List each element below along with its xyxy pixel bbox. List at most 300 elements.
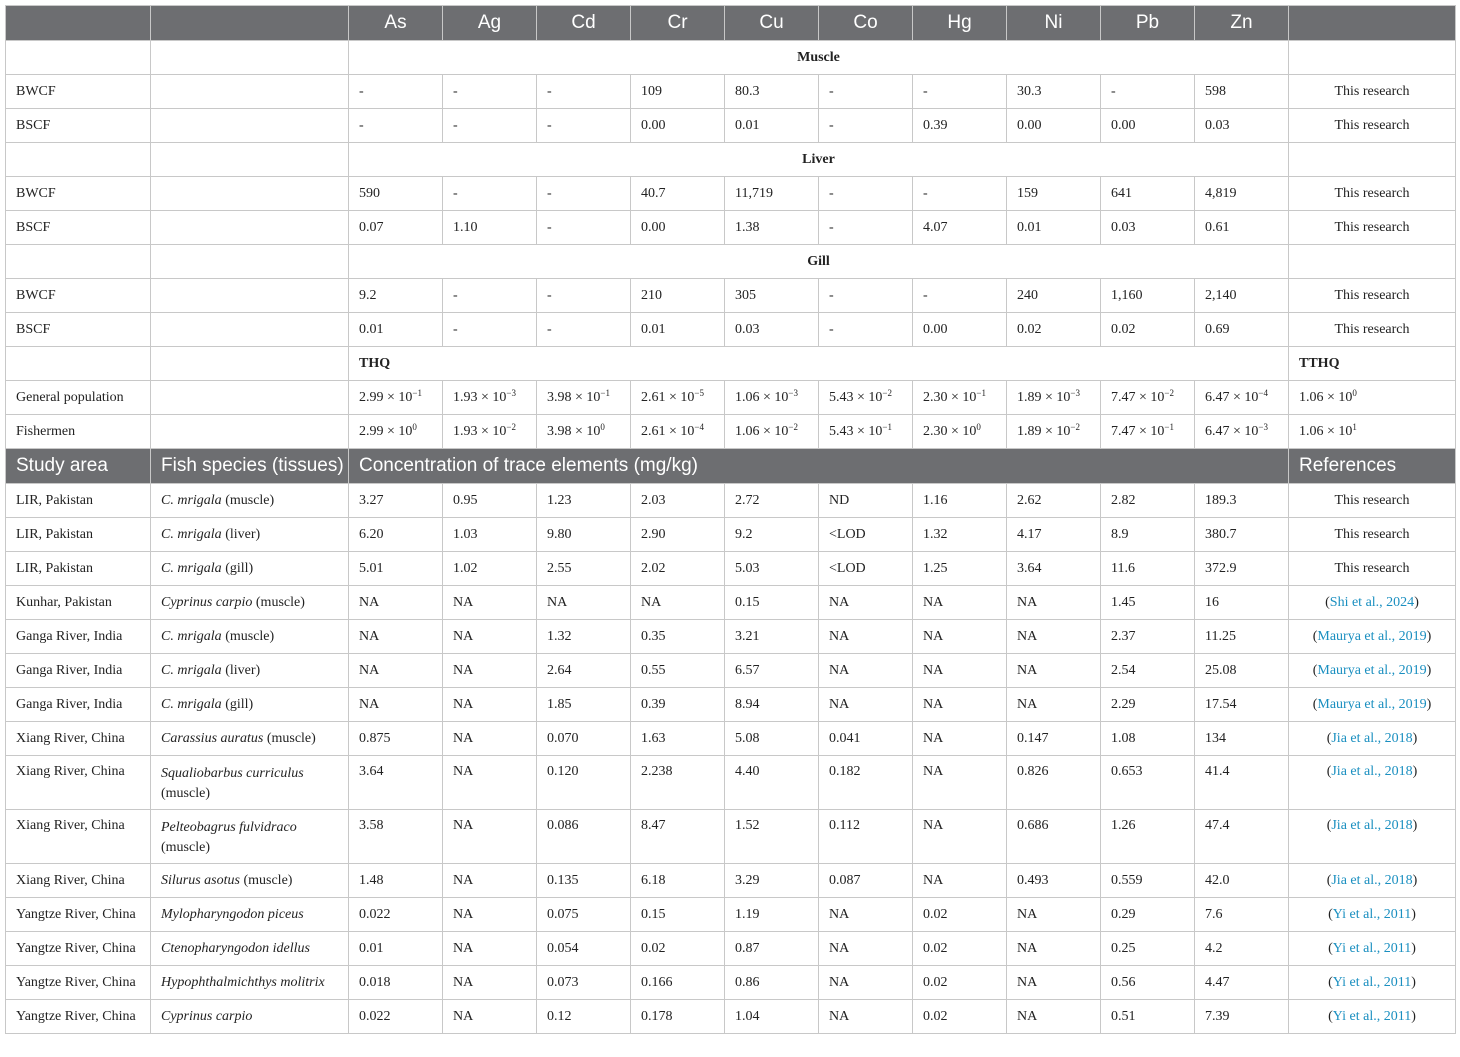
value-cell: - xyxy=(349,75,443,109)
value-cell: 0.070 xyxy=(537,722,631,756)
species-name: Mylopharyngodon piceus xyxy=(161,906,304,922)
value-cell: 7.39 xyxy=(1195,1000,1289,1034)
value-cell: 47.4 xyxy=(1195,810,1289,864)
species-name: C. mrigala xyxy=(161,628,222,644)
value-cell: 0.12 xyxy=(537,1000,631,1034)
species-name: Pelteobagrus fulvidraco xyxy=(161,820,297,835)
ref-paren: ) xyxy=(1412,872,1418,888)
exponent: −1 xyxy=(882,421,892,432)
value-cell: 0.02 xyxy=(913,932,1007,966)
value-cell: 210 xyxy=(631,279,725,313)
sci-value: $7.47 \times 10^{-1}$ xyxy=(1111,421,1174,439)
value-cell: - xyxy=(819,211,913,245)
references-header: References xyxy=(1289,449,1456,484)
value-cell: NA xyxy=(913,756,1007,810)
value-cell: 0.02 xyxy=(1007,313,1101,347)
value-cell: 1.08 xyxy=(1101,722,1195,756)
value-cell: 0.56 xyxy=(1101,966,1195,1000)
value-cell: 0.087 xyxy=(819,864,913,898)
value-cell: 0.01 xyxy=(631,313,725,347)
comparison-row xyxy=(6,688,1456,722)
value-cell: 9.80 xyxy=(537,518,631,552)
exponent: −2 xyxy=(788,421,798,432)
value-cell: 0.29 xyxy=(1101,898,1195,932)
study-area-cell: Xiang River, China xyxy=(6,722,151,756)
sci-value: $7.47 \times 10^{-2}$ xyxy=(1111,387,1174,405)
study-area-cell: Xiang River, China xyxy=(6,756,151,810)
value-cell: - xyxy=(537,109,631,143)
population-label: General population xyxy=(6,381,151,415)
sci-value: $5.43 \times 10^{-1}$ xyxy=(829,421,892,439)
value-cell: 0.166 xyxy=(631,966,725,1000)
value-cell: 17.54 xyxy=(1195,688,1289,722)
tissue-label: (gill) xyxy=(221,696,254,712)
sci-value: $1.06 \times 10^0$ xyxy=(1299,387,1357,405)
value-cell: 0.02 xyxy=(1101,313,1195,347)
value-cell: 641 xyxy=(1101,177,1195,211)
ref-paren: ( xyxy=(1328,1008,1333,1024)
value-cell: NA xyxy=(349,654,443,688)
sci-value: $3.98 \times 10^0$ xyxy=(547,421,605,439)
value-cell: 1.38 xyxy=(725,211,819,245)
thq-row xyxy=(6,381,1456,415)
value-cell: 5.01 xyxy=(349,552,443,586)
species-cell xyxy=(151,864,349,898)
section-title: Muscle xyxy=(349,41,1289,75)
sci-value: $1.89 \times 10^{-2}$ xyxy=(1017,421,1080,439)
value-cell: 8.94 xyxy=(725,688,819,722)
value-cell: 0.022 xyxy=(349,1000,443,1034)
value-cell: NA xyxy=(819,1000,913,1034)
value-cell: 0.875 xyxy=(349,722,443,756)
value-cell: NA xyxy=(443,898,537,932)
value-cell: - xyxy=(537,313,631,347)
sci-value: $2.61 \times 10^{-4}$ xyxy=(641,421,704,439)
comparison-row xyxy=(6,1000,1456,1034)
value-cell: 1.45 xyxy=(1101,586,1195,620)
species-cell xyxy=(151,1000,349,1034)
exponent: −3 xyxy=(1258,421,1268,432)
element-header: Cd xyxy=(537,6,631,41)
thq-value xyxy=(1195,415,1289,449)
reference-cell xyxy=(1289,688,1456,722)
element-header: Ni xyxy=(1007,6,1101,41)
element-header: Cu xyxy=(725,6,819,41)
citation-link[interactable]: Yi et al., 2011 xyxy=(1332,974,1412,990)
value-cell: NA xyxy=(443,864,537,898)
value-cell: <LOD xyxy=(819,518,913,552)
thq-value xyxy=(443,415,537,449)
tissue-label: (muscle) xyxy=(161,786,210,801)
value-cell: 0.01 xyxy=(725,109,819,143)
study-area-cell: LIR, Pakistan xyxy=(6,484,151,518)
citation-link[interactable]: Maurya et al., 2019 xyxy=(1317,696,1427,712)
study-area-cell: Xiang River, China xyxy=(6,864,151,898)
comparison-row xyxy=(6,898,1456,932)
value-cell: 0.073 xyxy=(537,966,631,1000)
value-cell: - xyxy=(819,75,913,109)
blank-cell xyxy=(151,75,349,109)
value-cell: 1.02 xyxy=(443,552,537,586)
exponent: −4 xyxy=(694,421,704,432)
exponent: −1 xyxy=(600,387,610,398)
value-cell: NA xyxy=(913,654,1007,688)
fish-species-header: Fish species (tissues) xyxy=(151,449,349,484)
value-cell: NA xyxy=(913,586,1007,620)
comparison-row xyxy=(6,810,1456,864)
thq-value xyxy=(913,415,1007,449)
tissue-label: (liver) xyxy=(221,662,261,678)
value-cell: NA xyxy=(443,688,537,722)
value-cell: 11.6 xyxy=(1101,552,1195,586)
value-cell: - xyxy=(913,177,1007,211)
ref-paren: ( xyxy=(1312,696,1318,712)
value-cell: 3.64 xyxy=(1007,552,1101,586)
header-blank-cell xyxy=(6,6,151,41)
blank-cell xyxy=(6,245,151,279)
value-cell: 590 xyxy=(349,177,443,211)
citation-link[interactable]: Maurya et al., 2019 xyxy=(1317,628,1427,644)
species-cell xyxy=(151,810,349,864)
factor-label: BSCF xyxy=(6,211,151,245)
element-header: Cr xyxy=(631,6,725,41)
exponent: −4 xyxy=(1258,387,1268,398)
sci-value: $2.99 \times 10^0$ xyxy=(359,421,417,439)
value-cell: 1.03 xyxy=(443,518,537,552)
value-cell: 0.03 xyxy=(725,313,819,347)
factor-row xyxy=(6,211,1456,245)
value-cell: 0.35 xyxy=(631,620,725,654)
value-cell: 2.55 xyxy=(537,552,631,586)
value-cell: - xyxy=(819,109,913,143)
value-cell: 30.3 xyxy=(1007,75,1101,109)
value-cell: - xyxy=(443,279,537,313)
study-area-cell: Yangtze River, China xyxy=(6,932,151,966)
value-cell: NA xyxy=(1007,586,1101,620)
species-name: Cyprinus carpio xyxy=(161,1008,253,1024)
ref-paren: ) xyxy=(1411,940,1416,956)
sci-value: $1.89 \times 10^{-3}$ xyxy=(1017,387,1080,405)
ref-paren: ( xyxy=(1326,764,1332,779)
citation-link[interactable]: Jia et al., 2018 xyxy=(1331,818,1413,833)
citation-link[interactable]: Jia et al., 2018 xyxy=(1331,764,1413,779)
reference-cell xyxy=(1289,966,1456,1000)
ref-paren: ) xyxy=(1411,1008,1416,1024)
value-cell: - xyxy=(349,109,443,143)
value-cell: - xyxy=(537,177,631,211)
value-cell: 2.54 xyxy=(1101,654,1195,688)
value-cell: 3.27 xyxy=(349,484,443,518)
factor-label: BWCF xyxy=(6,279,151,313)
value-cell: 0.054 xyxy=(537,932,631,966)
value-cell: - xyxy=(819,313,913,347)
citation-link[interactable]: Yi et al., 2011 xyxy=(1332,940,1412,956)
thq-value xyxy=(631,415,725,449)
thq-value xyxy=(537,415,631,449)
species-name: C. mrigala xyxy=(161,662,222,678)
species-cell xyxy=(151,966,349,1000)
citation-link[interactable]: Shi et al., 2024 xyxy=(1329,594,1415,610)
thq-value xyxy=(819,415,913,449)
value-cell: 598 xyxy=(1195,75,1289,109)
value-cell: 4.07 xyxy=(913,211,1007,245)
value-cell: 6.20 xyxy=(349,518,443,552)
species-name: C. mrigala xyxy=(161,492,222,508)
value-cell: 1,160 xyxy=(1101,279,1195,313)
thq-header-row xyxy=(6,347,1456,381)
reference-cell: This research xyxy=(1289,279,1456,313)
factor-label: BWCF xyxy=(6,177,151,211)
value-cell: NA xyxy=(819,932,913,966)
comparison-row xyxy=(6,932,1456,966)
value-cell: 4,819 xyxy=(1195,177,1289,211)
reference-cell xyxy=(1289,756,1456,810)
value-cell: 0.01 xyxy=(349,313,443,347)
value-cell: 380.7 xyxy=(1195,518,1289,552)
comparison-row xyxy=(6,966,1456,1000)
value-cell: 0.39 xyxy=(631,688,725,722)
comparison-row xyxy=(6,864,1456,898)
value-cell: 0.39 xyxy=(913,109,1007,143)
species-name: Hypophthalmichthys molitrix xyxy=(161,974,325,990)
factor-row xyxy=(6,109,1456,143)
value-cell: 0.15 xyxy=(631,898,725,932)
value-cell: 159 xyxy=(1007,177,1101,211)
blank-cell xyxy=(151,415,349,449)
citation-link[interactable]: Maurya et al., 2019 xyxy=(1317,662,1427,678)
value-cell: - xyxy=(443,313,537,347)
value-cell: 1.19 xyxy=(725,898,819,932)
concentration-header: Concentration of trace elements (mg/kg) xyxy=(349,449,1289,484)
exponent: 0 xyxy=(976,421,981,432)
value-cell: NA xyxy=(631,586,725,620)
citation-link[interactable]: Jia et al., 2018 xyxy=(1331,872,1413,888)
value-cell: NA xyxy=(537,586,631,620)
value-cell: NA xyxy=(1007,966,1101,1000)
value-cell: 0.87 xyxy=(725,932,819,966)
value-cell: NA xyxy=(443,932,537,966)
exponent: −5 xyxy=(694,387,704,398)
study-area-cell: Ganga River, India xyxy=(6,654,151,688)
value-cell: 0.182 xyxy=(819,756,913,810)
species-name: Squaliobarbus curriculus xyxy=(161,766,304,781)
value-cell: - xyxy=(443,177,537,211)
species-cell xyxy=(151,932,349,966)
study-area-cell: Yangtze River, China xyxy=(6,898,151,932)
value-cell: NA xyxy=(443,620,537,654)
species-cell xyxy=(151,586,349,620)
trace-elements-table xyxy=(5,5,1456,1034)
sci-value: $1.06 \times 10^{-2}$ xyxy=(735,421,798,439)
blank-cell xyxy=(1289,41,1456,75)
element-header: As xyxy=(349,6,443,41)
value-cell: NA xyxy=(819,966,913,1000)
value-cell: NA xyxy=(1007,620,1101,654)
section-title: Gill xyxy=(349,245,1289,279)
value-cell: NA xyxy=(913,688,1007,722)
value-cell: 0.01 xyxy=(1007,211,1101,245)
thq-value xyxy=(349,415,443,449)
species-name: C. mrigala xyxy=(161,526,222,542)
blank-cell xyxy=(1289,245,1456,279)
value-cell: 1.85 xyxy=(537,688,631,722)
value-cell: NA xyxy=(913,810,1007,864)
value-cell: 0.00 xyxy=(631,211,725,245)
sci-value: $2.99 \times 10^{-1}$ xyxy=(359,387,422,405)
value-cell: 0.15 xyxy=(725,586,819,620)
species-cell xyxy=(151,518,349,552)
section-row xyxy=(6,143,1456,177)
value-cell: 0.041 xyxy=(819,722,913,756)
tthq-value xyxy=(1289,415,1456,449)
value-cell: 0.02 xyxy=(913,1000,1007,1034)
reference-cell xyxy=(1289,864,1456,898)
section-title: Liver xyxy=(349,143,1289,177)
value-cell: NA xyxy=(1007,932,1101,966)
value-cell: 0.018 xyxy=(349,966,443,1000)
study-area-cell: LIR, Pakistan xyxy=(6,518,151,552)
ref-paren: ( xyxy=(1325,594,1330,610)
reference-cell: This research xyxy=(1289,177,1456,211)
blank-cell xyxy=(151,347,349,381)
reference-cell: This research xyxy=(1289,313,1456,347)
exponent: −1 xyxy=(1164,421,1174,432)
species-cell xyxy=(151,688,349,722)
sci-value: $3.98 \times 10^{-1}$ xyxy=(547,387,610,405)
value-cell: NA xyxy=(819,688,913,722)
sci-value: $5.43 \times 10^{-2}$ xyxy=(829,387,892,405)
comparison-header-row xyxy=(6,449,1456,484)
ref-paren: ( xyxy=(1328,906,1333,922)
value-cell: NA xyxy=(819,586,913,620)
element-header: Co xyxy=(819,6,913,41)
value-cell: 2.238 xyxy=(631,756,725,810)
blank-cell xyxy=(151,41,349,75)
value-cell: 1.10 xyxy=(443,211,537,245)
value-cell: 0.69 xyxy=(1195,313,1289,347)
blank-cell xyxy=(151,177,349,211)
element-header: Hg xyxy=(913,6,1007,41)
value-cell: 0.00 xyxy=(631,109,725,143)
reference-cell xyxy=(1289,722,1456,756)
ref-paren: ( xyxy=(1326,730,1332,746)
study-area-cell: LIR, Pakistan xyxy=(6,552,151,586)
sci-value: $6.47 \times 10^{-4}$ xyxy=(1205,387,1268,405)
value-cell: 0.00 xyxy=(913,313,1007,347)
comparison-row xyxy=(6,518,1456,552)
value-cell: 1.48 xyxy=(349,864,443,898)
value-cell: 4.17 xyxy=(1007,518,1101,552)
exponent: −3 xyxy=(506,387,516,398)
sci-value: $1.93 \times 10^{-2}$ xyxy=(453,421,516,439)
reference-cell: This research xyxy=(1289,109,1456,143)
species-cell xyxy=(151,654,349,688)
study-area-cell: Ganga River, India xyxy=(6,620,151,654)
factor-label: BSCF xyxy=(6,313,151,347)
ref-paren: ) xyxy=(1426,662,1432,678)
exponent: −1 xyxy=(976,387,986,398)
thq-value xyxy=(1195,381,1289,415)
value-cell: 5.03 xyxy=(725,552,819,586)
value-cell: 0.112 xyxy=(819,810,913,864)
value-cell: 11,719 xyxy=(725,177,819,211)
ref-paren: ( xyxy=(1312,662,1318,678)
value-cell: 0.25 xyxy=(1101,932,1195,966)
value-cell: NA xyxy=(819,620,913,654)
thq-row xyxy=(6,415,1456,449)
value-cell: - xyxy=(913,75,1007,109)
citation-link[interactable]: Yi et al., 2011 xyxy=(1332,906,1412,922)
value-cell: 0.02 xyxy=(913,898,1007,932)
value-cell: 0.653 xyxy=(1101,756,1195,810)
reference-cell: This research xyxy=(1289,518,1456,552)
ref-paren: ) xyxy=(1411,974,1416,990)
value-cell: 7.6 xyxy=(1195,898,1289,932)
value-cell: 0.01 xyxy=(349,932,443,966)
value-cell: 3.29 xyxy=(725,864,819,898)
exponent: −2 xyxy=(882,387,892,398)
value-cell: 0.03 xyxy=(1101,211,1195,245)
value-cell: 0.03 xyxy=(1195,109,1289,143)
thq-value xyxy=(725,381,819,415)
value-cell: 1.26 xyxy=(1101,810,1195,864)
value-cell: 1.23 xyxy=(537,484,631,518)
value-cell: 2.03 xyxy=(631,484,725,518)
value-cell: 2.90 xyxy=(631,518,725,552)
value-cell: NA xyxy=(1007,1000,1101,1034)
value-cell: 3.21 xyxy=(725,620,819,654)
value-cell: NA xyxy=(443,966,537,1000)
thq-value xyxy=(537,381,631,415)
ref-paren: ) xyxy=(1414,594,1419,610)
citation-link[interactable]: Yi et al., 2011 xyxy=(1332,1008,1412,1024)
thq-value xyxy=(819,381,913,415)
value-cell: 0.178 xyxy=(631,1000,725,1034)
citation-link[interactable]: Jia et al., 2018 xyxy=(1331,730,1413,746)
value-cell: NA xyxy=(913,620,1007,654)
value-cell: 5.08 xyxy=(725,722,819,756)
value-cell: - xyxy=(819,279,913,313)
ref-paren: ) xyxy=(1412,730,1418,746)
reference-cell: This research xyxy=(1289,484,1456,518)
value-cell: 16 xyxy=(1195,586,1289,620)
value-cell: NA xyxy=(443,722,537,756)
value-cell: - xyxy=(537,75,631,109)
species-cell xyxy=(151,898,349,932)
value-cell: 3.58 xyxy=(349,810,443,864)
blank-cell xyxy=(151,109,349,143)
study-area-header: Study area xyxy=(6,449,151,484)
value-cell: NA xyxy=(443,810,537,864)
value-cell: 41.4 xyxy=(1195,756,1289,810)
study-area-cell: Yangtze River, China xyxy=(6,966,151,1000)
comparison-row xyxy=(6,620,1456,654)
value-cell: NA xyxy=(349,688,443,722)
value-cell: 1.52 xyxy=(725,810,819,864)
reference-cell xyxy=(1289,586,1456,620)
exponent: 1 xyxy=(1352,421,1357,432)
value-cell: 4.2 xyxy=(1195,932,1289,966)
species-name: Cyprinus carpio xyxy=(161,594,253,610)
value-cell: 4.40 xyxy=(725,756,819,810)
species-cell xyxy=(151,552,349,586)
element-header: Ag xyxy=(443,6,537,41)
thq-value xyxy=(631,381,725,415)
study-area-cell: Kunhar, Pakistan xyxy=(6,586,151,620)
reference-cell xyxy=(1289,1000,1456,1034)
value-cell: 1.16 xyxy=(913,484,1007,518)
species-name: Ctenopharyngodon idellus xyxy=(161,940,310,956)
